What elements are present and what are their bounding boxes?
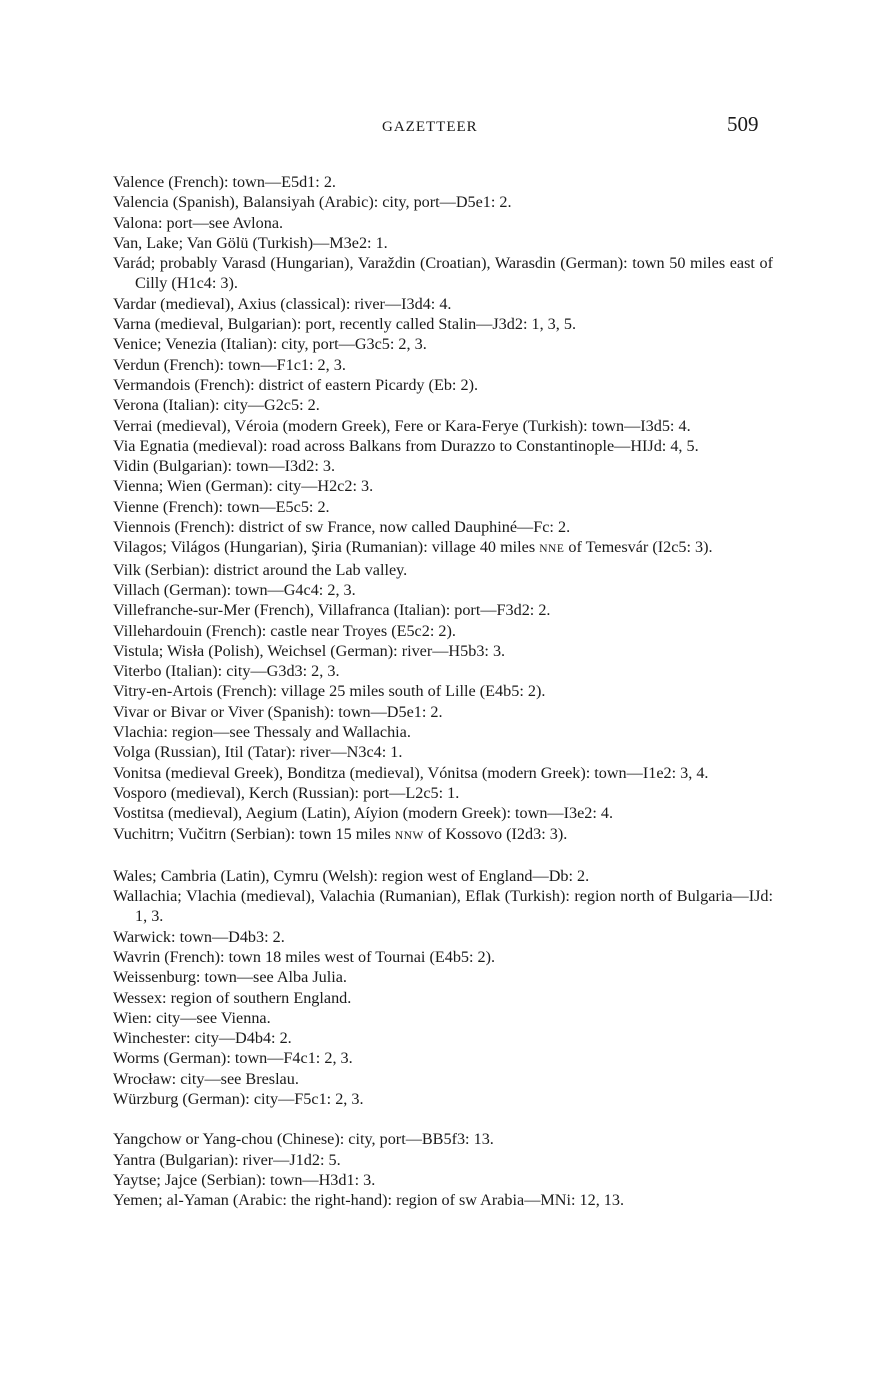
gazetteer-entry: Verrai (medieval), Véroia (modern Greek), Fere or Kara-Ferye (Turkish): town—I3d5: 4. — [113, 416, 691, 435]
gazetteer-entry: Warwick: town—D4b3: 2. — [113, 927, 285, 946]
gazetteer-entry: Wavrin (French): town 18 miles west of Tournai (E4b5: 2). — [113, 947, 496, 966]
gazetteer-entry: Villach (German): town—G4c4: 2, 3. — [113, 580, 356, 599]
gazetteer-entry: Valencia (Spanish), Balansiyah (Arabic): city, port—D5e1: 2. — [113, 193, 512, 212]
gazetteer-entry: Vienne (French): town—E5c5: 2. — [113, 497, 330, 516]
gazetteer-entry: Vistula; Wisła (Polish), Weichsel (German): river—H5b3: 3. — [113, 641, 506, 660]
gazetteer-entry: Vardar (medieval), Axius (classical): river—I3d4: 4. — [113, 294, 452, 313]
gazetteer-entry: Vilagos; Világos (Hungarian), Şiria (Rumanian): village 40 miles NNE of Temesvár (I2c5: 3). — [113, 538, 713, 557]
gazetteer-entry: Vermandois (French): district of eastern Picardy (Eb: 2). — [113, 375, 479, 394]
gazetteer-entry: Wales; Cambria (Latin), Cymru (Welsh): region west of England—Db: 2. — [113, 866, 590, 885]
gazetteer-entry: Wien: city—see Vienna. — [113, 1008, 271, 1027]
group-separator — [113, 846, 773, 866]
gazetteer-entry: Vostitsa (medieval), Aegium (Latin), Aíyion (modern Greek): town—I3e2: 4. — [113, 804, 614, 823]
gazetteer-entry: Vuchitrn; Vučitrn (Serbian): town 15 miles NNW of Kossovo (I2d3: 3). — [113, 824, 568, 843]
gazetteer-entry: Varna (medieval, Bulgarian): port, recently called Stalin—J3d2: 1, 3, 5. — [113, 315, 577, 334]
gazetteer-entry: Villefranche-sur-Mer (French), Villafranca (Italian): port—F3d2: 2. — [113, 601, 551, 620]
gazetteer-entry: Varád; probably Varasd (Hungarian), Varaždin (Croatian), Warasdin (German): town 50 miles east of Cilly (H1c4: 3). — [113, 254, 773, 293]
gazetteer-entry: Valona: port—see Avlona. — [113, 213, 284, 232]
gazetteer-entry: Van, Lake; Van Gölü (Turkish)—M3e2: 1. — [113, 233, 388, 252]
gazetteer-entry: Worms (German): town—F4c1: 2, 3. — [113, 1049, 353, 1068]
gazetteer-entry: Vivar or Bivar or Viver (Spanish): town—D5e1: 2. — [113, 702, 443, 721]
page-number: 509 — [727, 112, 759, 136]
gazetteer-entry: Vidin (Bulgarian): town—I3d2: 3. — [113, 457, 336, 476]
entry-group-v — [113, 172, 773, 846]
gazetteer-entry: Würzburg (German): city—F5c1: 2, 3. — [113, 1090, 364, 1109]
gazetteer-entry: Vitry-en-Artois (French): village 25 miles south of Lille (E4b5: 2). — [113, 682, 546, 701]
gazetteer-entry: Verona (Italian): city—G2c5: 2. — [113, 396, 320, 415]
running-header-title: GAZETTEER — [382, 119, 478, 135]
entry-group-w — [113, 866, 773, 1110]
gazetteer-entry: Villehardouin (French): castle near Troyes (E5c2: 2). — [113, 621, 456, 640]
entry-group-y — [113, 1129, 773, 1210]
gazetteer-entry: Vosporo (medieval), Kerch (Russian): port—L2c5: 1. — [113, 783, 460, 802]
gazetteer-entry: Viterbo (Italian): city—G3d3: 2, 3. — [113, 662, 340, 681]
gazetteer-entry: Viennois (French): district of sw France, now called Dauphiné—Fc: 2. — [113, 518, 571, 537]
gazetteer-entry: Yaytse; Jajce (Serbian): town—H3d1: 3. — [113, 1170, 376, 1189]
gazetteer-entry: Yantra (Bulgarian): river—J1d2: 5. — [113, 1150, 341, 1169]
gazetteer-entry: Vilk (Serbian): district around the Lab valley. — [113, 560, 408, 579]
gazetteer-entry: Venice; Venezia (Italian): city, port—G3c5: 2, 3. — [113, 335, 427, 354]
gazetteer-entry: Winchester: city—D4b4: 2. — [113, 1029, 292, 1048]
gazetteer-entry: Yangchow or Yang-chou (Chinese): city, port—BB5f3: 13. — [113, 1130, 494, 1149]
gazetteer-entry: Wallachia; Vlachia (medieval), Valachia (Rumanian), Eflak (Turkish): region north of Bulgaria—IJd: 1, 3. — [113, 887, 773, 926]
gazetteer-entry: Verdun (French): town—F1c1: 2, 3. — [113, 355, 346, 374]
group-separator — [113, 1109, 773, 1129]
gazetteer-entry: Yemen; al-Yaman (Arabic: the right-hand): region of sw Arabia—MNi: 12, 13. — [113, 1191, 625, 1210]
gazetteer-entry: Wessex: region of southern England. — [113, 988, 352, 1007]
gazetteer-entries — [113, 172, 773, 1211]
gazetteer-entry: Via Egnatia (medieval): road across Balkans from Durazzo to Constantinople—HIJd: 4, 5. — [113, 436, 699, 455]
gazetteer-entry: Vonitsa (medieval Greek), Bonditza (medieval), Vónitsa (modern Greek): town—I1e2: 3, 4. — [113, 763, 709, 782]
gazetteer-entry: Weissenburg: town—see Alba Julia. — [113, 968, 347, 987]
gazetteer-entry: Vlachia: region—see Thessaly and Wallachia. — [113, 723, 411, 742]
gazetteer-entry: Valence (French): town—E5d1: 2. — [113, 173, 336, 191]
gazetteer-entry: Volga (Russian), Itil (Tatar): river—N3c4: 1. — [113, 743, 403, 762]
gazetteer-entry: Vienna; Wien (German): city—H2c2: 3. — [113, 477, 374, 496]
gazetteer-entry: Wrocław: city—see Breslau. — [113, 1069, 299, 1088]
